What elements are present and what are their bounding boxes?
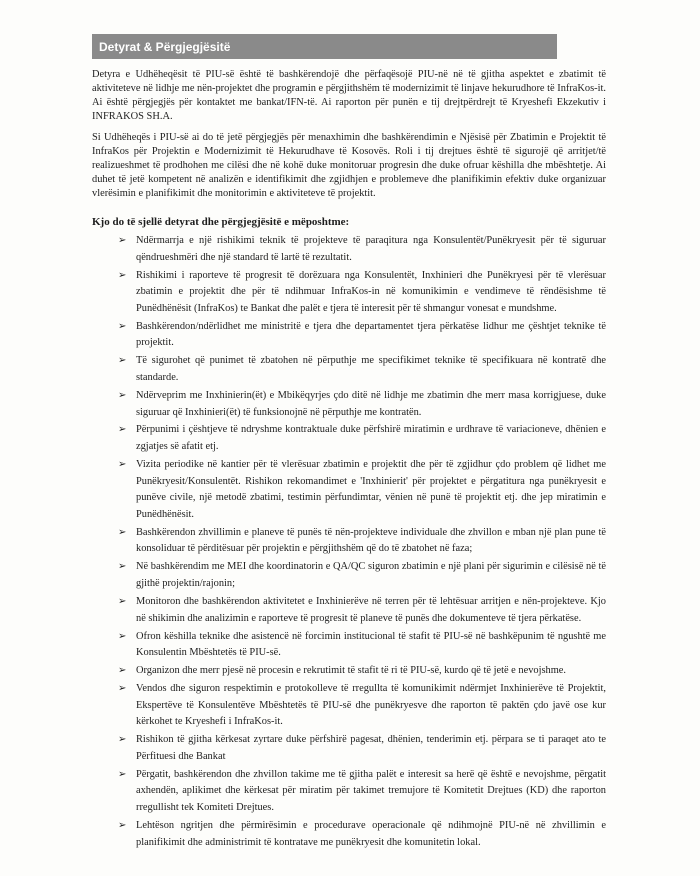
duty-item bbox=[92, 663, 606, 680]
arrow-bullet-icon: ➢ bbox=[118, 459, 127, 471]
arrow-bullet-icon: ➢ bbox=[118, 561, 127, 573]
duty-text: Ndërveprim me Inxhinierin(ët) e Mbikëqyrjes çdo ditë në lidhje me zbatimin dhe merr masa korrigjuese, duke siguruar që Inxhinieri(ët) të funksionojnë në përputhje me kontratën. bbox=[136, 389, 606, 418]
arrow-bullet-icon: ➢ bbox=[118, 683, 127, 695]
intro-paragraph-2: Si Udhëheqës i PIU-së ai do të jetë përgjegjës për menaxhimin dhe bashkërendimin e Njësisë për Zbatimin e Projektit të InfraKos për Projektin e Modernizimit të Hekurudhave të Kosovës. Roli i tij drejtues është të sigurojë që arritjet/të realizueshmet të prodhohen me cilësi dhe në kohë duke monitoruar progresin dhe duke ofruar këshilla dhe mbështetje. Ai duhet të jetë kompetent në analizën e identifikimit dhe zgjidhjen e problemeve dhe planifikimin efektiv duke organizuar vlerësimin e planifikimit dhe monitorimin e aktiviteteve të projektit. bbox=[92, 132, 606, 199]
arrow-bullet-icon: ➢ bbox=[118, 355, 127, 367]
duty-item bbox=[92, 353, 606, 386]
duties-heading: Kjo do të sjellë detyrat dhe përgjegjësitë e mëposhtme: bbox=[92, 216, 350, 228]
duty-text: Lehtëson ngritjen dhe përmirësimin e procedurave operacionale që ndihmojnë PIU-në në zhvillimin e planifikimit dhe administrimit të kontratave me punëkryesit dhe komunitetin lokal. bbox=[136, 820, 606, 848]
duties-list bbox=[92, 233, 606, 851]
duty-text: Në bashkërendim me MEI dhe koordinatorin e QA/QC siguron zbatimin e një plani për sigurimin e cilësisë në të gjithë projektin/rajonin; bbox=[136, 561, 606, 589]
duty-text: Përgatit, bashkërendon dhe zhvillon takime me të gjitha palët e interesit sa herë që është e nevojshme, përgatit axhendën, aplikimet dhe kërkesat për miratim për takimet tremujore të Komitetit Drejtues (KD) dhe raporton rregullisht tek Komiteti Drejtues. bbox=[136, 768, 606, 814]
duty-item bbox=[92, 732, 606, 765]
duty-text: Ofron këshilla teknike dhe asistencë në forcimin institucional të stafit të PIU-së në bashkëpunim të ngushtë me Konsulentin Mbështetës të PIU-së. bbox=[136, 630, 606, 659]
duty-item bbox=[92, 388, 606, 421]
duty-text: Monitoron dhe bashkërendon aktivitetet e Inxhinierëve në terren për të lehtësuar arritjen e nën-projekteve. Kjo në shikimin dhe analizimin e raporteve të progresit të planeve të punës dhe dokumenteve të tjera përkatëse. bbox=[136, 595, 606, 624]
duty-text: Bashkërendon/ndërlidhet me ministritë e tjera dhe departamentet tjera përkatëse lidhur me çështjet teknike të projektit. bbox=[136, 320, 606, 349]
duty-item bbox=[92, 268, 606, 318]
duty-text: Vendos dhe siguron respektimin e protokolleve të rregullta të komunikimit ndërmjet Inxhinierëve të Projektit, Ekspertëve të Konsulentëve Mbështetës të PIU-së dhe punëkryesve dhe raporton të paktën çdo javë ose kur kërkohet te Kryeshefi i InfraKos-it. bbox=[136, 683, 606, 728]
document-body bbox=[92, 68, 606, 853]
duty-item bbox=[92, 422, 606, 455]
arrow-bullet-icon: ➢ bbox=[118, 235, 127, 246]
arrow-bullet-icon: ➢ bbox=[118, 734, 127, 746]
arrow-bullet-icon: ➢ bbox=[118, 320, 127, 332]
duty-item bbox=[92, 629, 606, 662]
duty-item bbox=[92, 319, 606, 352]
duty-text: Bashkërendon zhvillimin e planeve të punës të nën-projekteve individuale dhe zhvillon e mban një plan pune të konsoliduar të përditësuar për projektin e përgjithshëm që do të zbatohet në faza; bbox=[136, 526, 606, 555]
duty-text: Rishikon të gjitha kërkesat zyrtare duke përfshirë pagesat, dhënien, tenderimin etj. përpara se ti paraqet ato te Përfituesi dhe Bankat bbox=[136, 734, 606, 762]
duty-text: Vizita periodike në kantier për të vlerësuar zbatimin e projektit dhe për të zgjidhur çdo problem që lidhet me Punëkryesit/Konsulentët. Rishikon rekomandimet e 'Inxhinierit' për projektet e përgatitura nga punëkryesit e punëve civile, një metodë zbatimi, testimin përfundimtar, vënien në punë të projektit etj. dhe jep miratimin e Punëdhënësit. bbox=[136, 459, 606, 520]
duty-item bbox=[92, 559, 606, 592]
intro-paragraph-1: Detyra e Udhëheqësit të PIU-së është të bashkërendojë dhe përfaqësojë PIU-në në të gjitha aspektet e zbatimit të aktiviteteve në lidhje me nën-projektet dhe programin e përgjithshëm të modernizimit të linjave hekurudhore të InfraKos-it. Ai është përgjegjës për kontaktet me bankat/IFN-të. Ai raporton për punën e tij drejtpërdrejt të Kryeshefi Ekzekutiv i INFRAKOS SH.A. bbox=[92, 69, 606, 122]
duty-text: Përpunimi i çështjeve të ndryshme kontraktuale duke përfshirë miratimin e urdhrave të variacioneve, dhënien e zgjatjes së afatit etj. bbox=[136, 424, 606, 453]
arrow-bullet-icon: ➢ bbox=[118, 424, 127, 436]
arrow-bullet-icon: ➢ bbox=[118, 595, 127, 607]
duty-text: Të sigurohet që punimet të zbatohen në përputhje me specifikimet teknike të specifikuara në kontratë dhe standarde. bbox=[136, 355, 606, 383]
section-header bbox=[92, 34, 557, 59]
duty-item bbox=[92, 525, 606, 558]
arrow-bullet-icon: ➢ bbox=[118, 389, 127, 401]
duty-item bbox=[92, 594, 606, 627]
duty-item bbox=[92, 233, 606, 266]
arrow-bullet-icon: ➢ bbox=[118, 665, 127, 677]
duty-item bbox=[92, 818, 606, 851]
arrow-bullet-icon: ➢ bbox=[118, 269, 127, 281]
duty-item bbox=[92, 681, 606, 731]
duty-item bbox=[92, 457, 606, 523]
section-title: Detyrat & Përgjegjësitë bbox=[99, 39, 231, 54]
duty-text: Ndërmarrja e një rishikimi teknik të projekteve të paraqitura nga Konsulentët/Punëkryesit për të siguruar qëndrueshmëri dhe një standard të lartë të rezultatit. bbox=[136, 235, 606, 263]
arrow-bullet-icon: ➢ bbox=[118, 630, 127, 642]
duty-text: Rishikimi i raporteve të progresit të dorëzuara nga Konsulentët, Inxhinieri dhe Punëkryesi për të vlerësuar zbatimin e projektit dhe për të ndihmuar InfraKos-in në komunikimin e vendimeve të rëndësishme të Punëdhënësit (InfraKos) te Bankat dhe palët e tjera të interesit për të shmangur vonesat e mundshme. bbox=[136, 269, 606, 314]
duty-item bbox=[92, 767, 606, 817]
arrow-bullet-icon: ➢ bbox=[118, 526, 127, 538]
arrow-bullet-icon: ➢ bbox=[118, 820, 127, 832]
arrow-bullet-icon: ➢ bbox=[118, 768, 127, 780]
duty-text: Organizon dhe merr pjesë në procesin e rekrutimit të stafit të ri të PIU-së, kurdo që të jetë e nevojshme. bbox=[136, 665, 567, 677]
